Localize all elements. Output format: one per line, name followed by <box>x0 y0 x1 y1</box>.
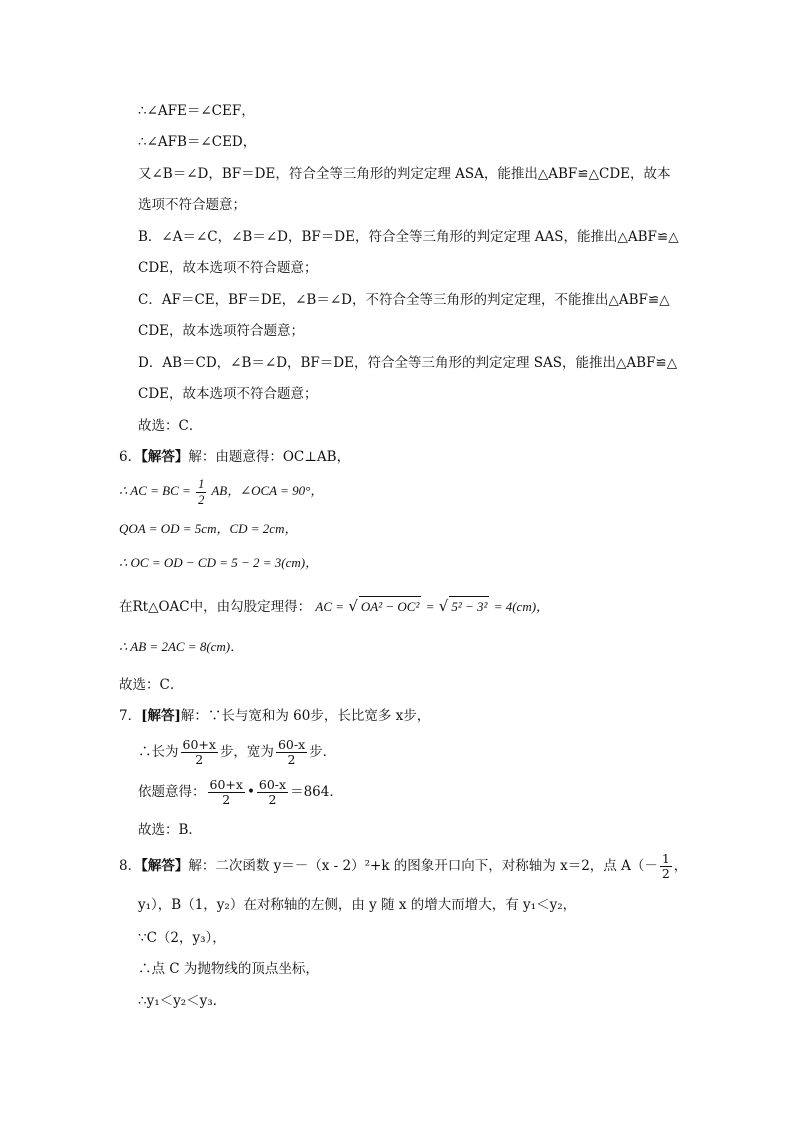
q5-line-4: 选项不符合题意； <box>138 197 246 213</box>
q7-line-2-a: ∴长为 <box>138 744 179 760</box>
q6-line-2-b: AB，∠OCA = 90°， <box>211 483 324 498</box>
q7-line-3-b: ＝864． <box>290 784 343 800</box>
q8-line-1-text: 解：二次函数 y＝－（x - 2）²+k 的图象开口向下，对称轴为 x＝2，点 A（－ <box>188 858 658 874</box>
q5-option-b-line-2: CDE，故本选项不符合题意； <box>138 260 318 276</box>
q8-line-2: y₁），B（1，y₂）在对称轴的左侧，由 y 随 x 的增大而增大，有 y₁＜y₂， <box>138 897 577 913</box>
q5-option-c-line-2: CDE，故本选项符合题意； <box>138 323 305 339</box>
q8-line-1-end: ， <box>673 858 688 874</box>
q7-line-1 <box>119 706 430 726</box>
q6-line-5-b: AC = <box>315 599 345 614</box>
q7-line-2 <box>138 735 336 769</box>
q6-answer-tag: 【解答】 <box>141 449 189 465</box>
q6-answer: 故选：C． <box>119 677 184 693</box>
q5-line-2: ∴∠AFB＝∠CED， <box>138 134 257 150</box>
q7-fraction-length: $\frac{60+x}{2}$ <box>182 736 216 767</box>
q6-radical-2: 5² − 3² <box>449 596 489 617</box>
q6-line-1-text: 解：由题意得：OC⊥AB， <box>188 449 351 465</box>
q6-line-5-c: = 4(cm)， <box>493 599 550 614</box>
q7-number: 7． <box>119 708 142 724</box>
q7-equation-fraction-2: $\frac{60-x}{2}$ <box>258 776 287 807</box>
q7-line-3 <box>138 775 343 809</box>
q5-answer: 故选：C． <box>138 418 203 434</box>
q6-line-5: 在Rt△OAC中，由勾股定理得： AC = √ OA² − OC² = √ 5² − 3² = 4(cm)， <box>119 597 550 615</box>
q6-line-1 <box>119 447 350 467</box>
q7-answer: 故选：B． <box>138 822 202 838</box>
q5-option-d-line-2: CDE，故本选项不符合题意； <box>138 386 318 402</box>
q6-line-5-a: 在Rt△OAC中，由勾股定理得： <box>119 599 312 615</box>
q6-line-5-eq: = <box>425 599 435 614</box>
q6-line-3: QOA = OD = 5cm，CD = 2cm， <box>119 521 298 536</box>
q7-line-3-a: 依题意得： <box>138 784 206 800</box>
q7-fraction-width: $\frac{60-x}{2}$ <box>277 736 306 767</box>
q8-line-3: ∵C（2，y₃）， <box>138 930 226 946</box>
q6-line-4: ∴ OC = OD − CD = 5 − 2 = 3(cm)， <box>119 555 319 570</box>
q6-line-6: ∴ AB = 2AC = 8(cm)． <box>119 639 244 654</box>
q6-radical-1: OA² − OC² <box>359 596 421 617</box>
q8-fraction-half: $\frac{1}{2}$ <box>661 850 670 881</box>
q7-line-1-text: 解：∵长与宽和为 60步，长比宽多 x步， <box>180 708 431 724</box>
q8-line-1 <box>119 849 687 883</box>
q5-option-c-line-1: C．AF＝CE，BF＝DE，∠B＝∠D，不符合全等三角形的判定定理，不能推出△ABF≌△ <box>138 292 670 308</box>
q6-line-2-a: ∴ AC = BC = <box>119 483 191 498</box>
q8-number: 8． <box>119 858 142 874</box>
q5-line-1: ∴∠AFE＝∠CEF， <box>138 103 255 119</box>
q6-fraction-half: $\frac{1}{2}$ <box>198 477 205 507</box>
q5-option-b-line-1: B．∠A＝∠C，∠B＝∠D，BF＝DE，符合全等三角形的判定定理 AAS，能推出△ABF≌△ <box>138 229 679 245</box>
q5-line-3: 又∠B＝∠D，BF＝DE，符合全等三角形的判定定理 ASA，能推出△ABF≌△CDE，故本 <box>138 166 671 182</box>
q7-line-2-b: 步，宽为 <box>219 744 274 760</box>
q6-line-2 <box>119 478 323 506</box>
q8-answer-tag: 【解答】 <box>141 858 189 874</box>
q7-answer-tag: [解答] <box>141 708 181 724</box>
q8-line-5: ∴y₁＜y₂＜y₃． <box>138 993 227 1009</box>
q6-number: 6． <box>119 449 142 465</box>
q7-equation-fraction-1: $\frac{60+x}{2}$ <box>209 776 243 807</box>
q7-multiply-dot: • <box>246 784 255 800</box>
q5-option-d-line-1: D．AB＝CD，∠B＝∠D，BF＝DE，符合全等三角形的判定定理 SAS，能推出△ABF≌△ <box>138 355 678 371</box>
q8-line-4: ∴点 C 为抛物线的顶点坐标， <box>138 961 319 977</box>
q7-line-2-c: 步． <box>309 744 337 760</box>
